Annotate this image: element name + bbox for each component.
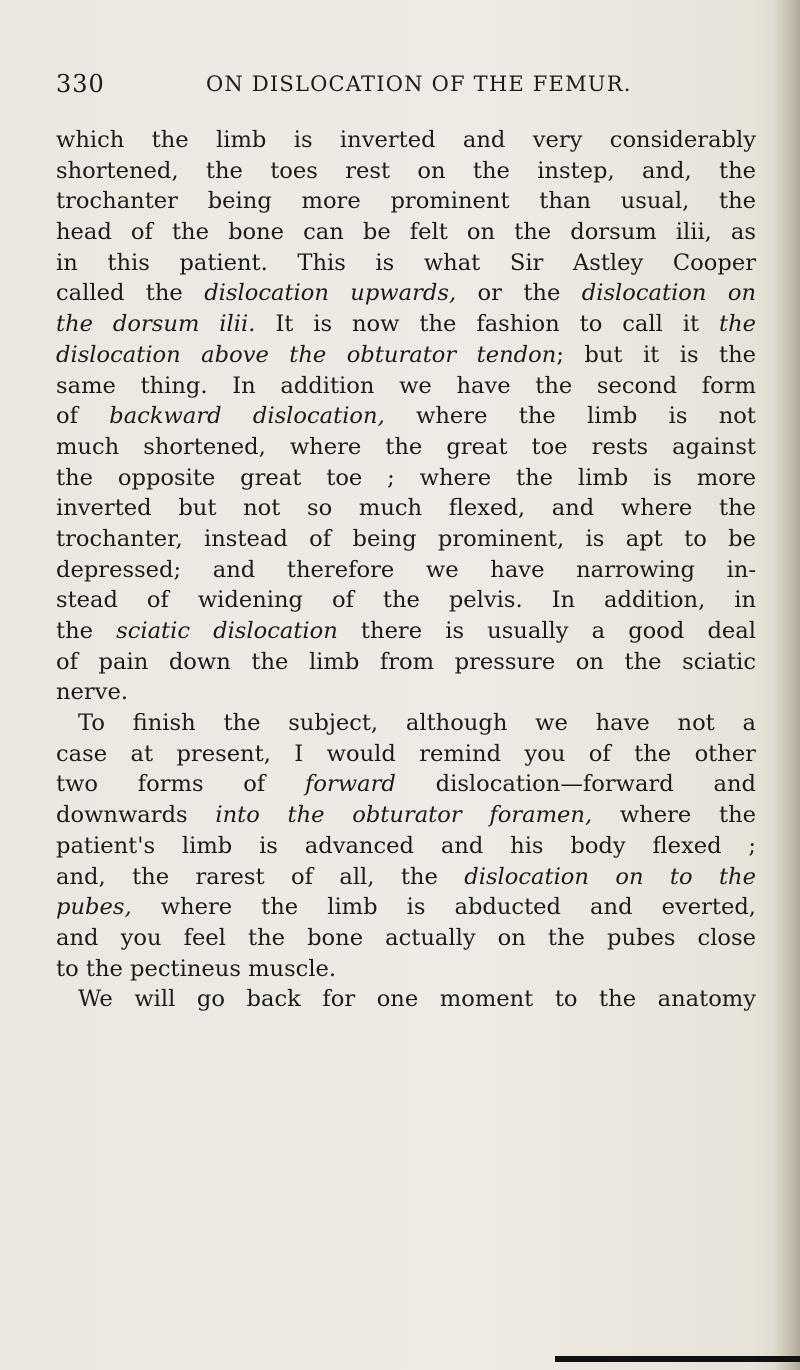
- text-run: ; but it is the: [556, 341, 757, 368]
- text-run: downwards: [56, 802, 216, 829]
- text-run: or the: [456, 280, 582, 307]
- text-run: two forms of: [56, 771, 306, 798]
- text-line: [56, 125, 756, 156]
- italic-run: into the obturator foramen,: [215, 802, 593, 829]
- running-head-title: ON DISLOCATION OF THE FEMUR.: [206, 72, 632, 96]
- text-line: [56, 186, 756, 217]
- text-line: [56, 432, 756, 463]
- italic-run: backward dislocation,: [109, 403, 385, 430]
- text-line: [56, 954, 756, 985]
- text-run: and, the rarest of all, the: [56, 863, 465, 890]
- text-line: [56, 217, 756, 248]
- text-run: dislocation—forward and: [395, 771, 756, 798]
- text-run: It is now the fashion to call it: [255, 311, 719, 338]
- text-line: [56, 677, 756, 708]
- text-line: [56, 493, 756, 524]
- text-run: nerve.: [56, 679, 129, 706]
- page-edge-shadow: [774, 0, 800, 1370]
- text-line: [56, 555, 756, 586]
- text-line: [56, 769, 756, 800]
- text-run: same thing. In addition we have the second form: [56, 372, 756, 399]
- text-run: of pain down the limb from pressure on the sciatic: [56, 648, 756, 675]
- text-run: We will go back for one moment to the anatomy: [78, 986, 756, 1013]
- italic-run: the dorsum ilii.: [56, 311, 256, 338]
- page-bottom-rule: [555, 1356, 800, 1362]
- text-line: [56, 371, 756, 402]
- italic-run: pubes,: [56, 894, 132, 921]
- text-run: which the limb is inverted and very considerably: [56, 127, 756, 153]
- text-line: [56, 524, 756, 555]
- text-run: the: [56, 618, 117, 644]
- text-run: trochanter, instead of being prominent, is apt to be: [56, 525, 756, 552]
- text-run: and you feel the bone actually on the pubes close: [56, 924, 756, 951]
- text-run: in this patient. This is what Sir Astley Cooper: [56, 249, 756, 276]
- text-run: of: [56, 403, 110, 430]
- text-line: [56, 248, 756, 279]
- text-line: [56, 831, 756, 862]
- text-run: called the: [56, 280, 205, 307]
- text-line: [56, 401, 756, 432]
- text-run: stead of widening of the pelvis. In addition, in: [56, 587, 756, 614]
- text-run: head of the bone can be felt on the dorsum ilii, as: [56, 219, 756, 246]
- text-line: [56, 156, 756, 187]
- text-run: to the pectineus muscle.: [56, 955, 337, 982]
- text-line: [56, 278, 756, 309]
- text-run: much shortened, where the great toe rests against: [56, 433, 756, 460]
- text-line: [56, 309, 756, 340]
- text-run: where the limb is abducted and everted,: [131, 894, 756, 921]
- running-head: [56, 70, 756, 110]
- text-line: [56, 892, 756, 923]
- italic-run: the: [718, 311, 756, 338]
- italic-run: dislocation on: [581, 280, 756, 307]
- text-line: [56, 923, 756, 954]
- text-run: trochanter being more prominent than usual, the: [56, 188, 756, 215]
- text-run: patient's limb is advanced and his body flexed ;: [56, 832, 756, 859]
- text-line: [56, 800, 756, 831]
- italic-run: dislocation on to the: [464, 863, 756, 890]
- text-line: [56, 340, 756, 371]
- text-run: inverted but not so much flexed, and where the: [56, 495, 756, 522]
- text-line: [56, 708, 756, 739]
- text-line: [56, 739, 756, 770]
- italic-run: dislocation upwards,: [204, 280, 457, 307]
- text-run: there is usually a good deal: [337, 618, 756, 644]
- text-line: [56, 616, 756, 647]
- text-run: where the: [592, 802, 756, 829]
- text-run: depressed; and therefore we have narrowing in-: [56, 556, 756, 583]
- text-line: [56, 984, 756, 1015]
- text-run: shortened, the toes rest on the instep, and, the: [56, 157, 756, 184]
- body-text: [56, 125, 756, 1015]
- text-run: To finish the subject, although we have not a: [78, 710, 756, 737]
- italic-run: sciatic dislocation: [116, 618, 338, 644]
- page-number: 330: [56, 70, 105, 98]
- text-run: where the limb is not: [384, 403, 756, 430]
- text-run: the opposite great toe ; where the limb is more: [56, 464, 756, 491]
- text-line: [56, 463, 756, 494]
- italic-run: dislocation above the obturator tendon: [56, 341, 557, 368]
- text-run: case at present, I would remind you of the other: [56, 740, 756, 767]
- text-line: [56, 862, 756, 893]
- italic-run: forward: [305, 771, 396, 798]
- text-line: [56, 647, 756, 678]
- text-line: [56, 585, 756, 616]
